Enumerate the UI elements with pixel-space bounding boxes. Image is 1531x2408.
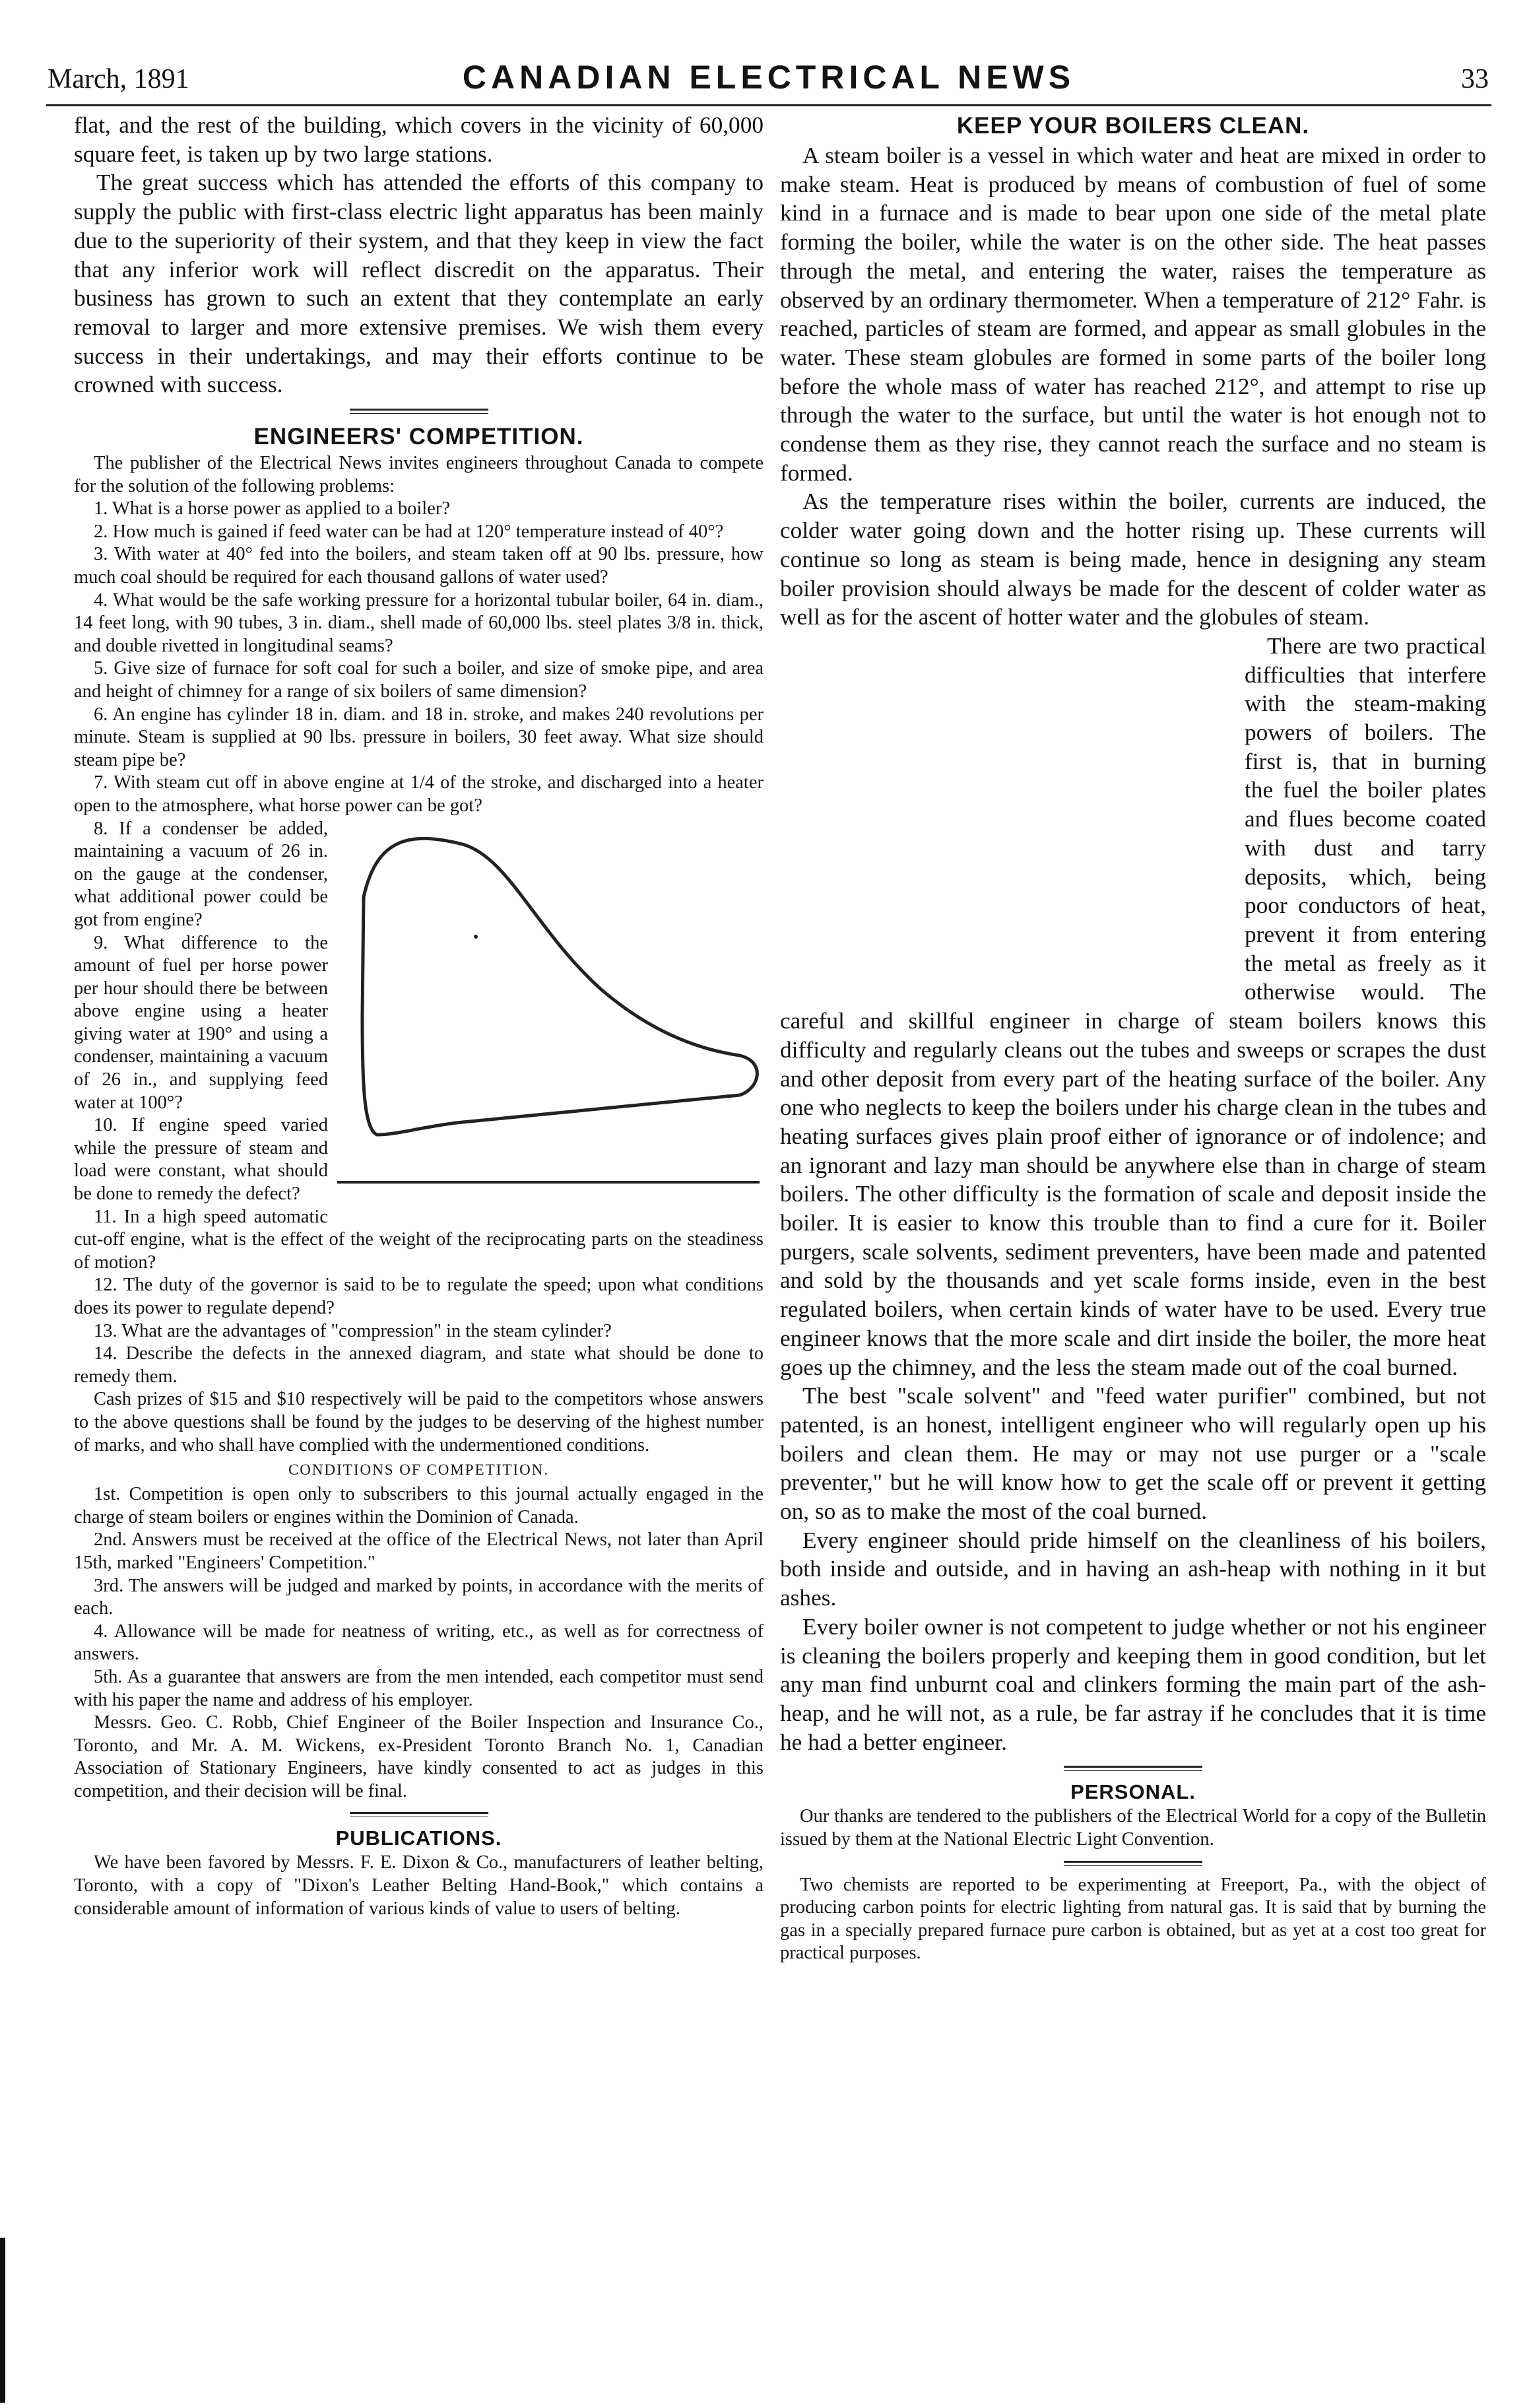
- question-14: 14. Describe the defects in the annexed diagram, and state what should be done to remedy them.: [74, 1343, 764, 1387]
- newspaper-page: [46, 46, 1491, 2396]
- question-2: 2. How much is gained if feed water can be had at 120° temperature instead of 40°?: [94, 521, 724, 542]
- question-4: 4. What would be the safe working pressure for a horizontal tubular boiler, 64 in. diam., 14 feet long, with 90 tubes, 3 in. diam., shell made of 60,000 lbs. steel plates 3/8 in. thick, and double rivetted in longitudinal seams?: [74, 589, 764, 656]
- question-1: 1. What is a horse power as applied to a boiler?: [94, 498, 451, 519]
- question-8: 8. If a condenser be added, maintaining a vacuum of 26 in. on the gauge at the condenser, what additional power could be got from engine?: [74, 818, 328, 930]
- page-number: 33: [1461, 64, 1489, 94]
- keep-boilers-clean-heading: KEEP YOUR BOILERS CLEAN.: [956, 113, 1310, 139]
- issue-date: March, 1891: [48, 64, 189, 94]
- boilers-paragraph-1: A steam boiler is a vessel in which water and heat are mixed in order to make steam. Heat is produced by means of combustion of fuel of some kind in a furnace and is made to bear upon one side of the metal plate forming the boiler, while the water is on the other side. The heat passes through the metal, and entering the water, raises the temperature as observed by an ordinary thermometer. When a temperature of 212° Fahr. is reached, particles of steam are formed, and appear as small globules in the water. These steam globules are formed in some parts of the boiler long before the whole mass of water has reached 212°, and attempt to rise up through the water to the surface, but until the water is hot enough not to condense them as they rise, they cannot reach the surface and no steam is formed.: [780, 143, 1486, 486]
- diagram-spillover-space: [780, 632, 1235, 1001]
- question-11: 11. In a high speed automatic cut-off engine, what is the effect of the weight of the reciprocating parts on the steadiness of motion?: [74, 1206, 764, 1273]
- engineers-competition-heading: ENGINEERS' COMPETITION.: [253, 424, 584, 450]
- question-5: 5. Give size of furnace for soft coal for such a boiler, and size of smoke pipe, and area and height of chimney for a range of six boilers of same dimension?: [74, 658, 764, 702]
- section-divider: [1064, 1766, 1202, 1771]
- indicator-diagram-curve: [362, 838, 757, 1135]
- personal-heading: PERSONAL.: [1070, 1780, 1196, 1804]
- publications-heading: PUBLICATIONS.: [335, 1826, 502, 1850]
- diagram-dot: [474, 935, 478, 939]
- cash-prizes-paragraph: Cash prizes of $15 and $10 respectively will be paid to the competitors whose answers to the above questions shall be found by the judges to be deserving of the highest number of marks, and who shall have complied with the undermentioned conditions.: [74, 1389, 764, 1455]
- indicator-diagram: [337, 818, 760, 1207]
- question-3: 3. With water at 40° fed into the boilers, and steam taken off at 90 lbs. pressure, how much coal should be required for each thousand gallons of water used?: [74, 544, 764, 587]
- boilers-paragraph-5: Every engineer should pride himself on the cleanliness of his boilers, both inside and outside, and in having an ash-heap with nothing in it but ashes.: [780, 1527, 1486, 1611]
- boilers-paragraph-4: The best "scale solvent" and "feed water purifier" combined, but not patented, is an honest, intelligent engineer who will regularly open up his boilers and clean them. He may or may not use purger or a "scale preventer," but he will know how to get the scale off or prevent it getting on, so as to make the most of the coal burned.: [780, 1383, 1486, 1525]
- condition-5: 5th. As a guarantee that answers are from the men intended, each competitor must send with his paper the name and address of his employer.: [74, 1666, 764, 1710]
- right-column: [780, 111, 1486, 1965]
- question-7: 7. With steam cut off in above engine at 1/4 of the stroke, and discharged into a heater open to the atmosphere, what horse power can be got?: [74, 772, 764, 816]
- judges-paragraph: Messrs. Geo. C. Robb, Chief Engineer of the Boiler Inspection and Insurance Co., Toronto, and Mr. A. M. Wickens, ex-President Toronto Branch No. 1, Canadian Association of Stationary Engineers, have kindly consented to act as judges in this competition, and their decision will be final.: [74, 1712, 764, 1801]
- conditions-heading: CONDITIONS OF COMPETITION.: [288, 1461, 550, 1479]
- condition-2: 2nd. Answers must be received at the office of the Electrical News, not later than April 15th, marked "Engineers' Competition.": [74, 1529, 764, 1573]
- section-divider: [1064, 1861, 1202, 1866]
- intro-paragraph-1: flat, and the rest of the building, which covers in the vicinity of 60,000 square feet, is taken up by two large stations.: [74, 112, 764, 167]
- condition-1: 1st. Competition is open only to subscribers to this journal actually engaged in the charge of steam boilers or engines within the Dominion of Canada.: [74, 1484, 764, 1527]
- page-header: [46, 58, 1491, 106]
- question-6: 6. An engine has cylinder 18 in. diam. and 18 in. stroke, and makes 240 revolutions per minute. Steam is supplied at 90 lbs. pressure in boilers, 30 feet away. What size should steam pipe be?: [74, 704, 764, 770]
- boilers-paragraph-2: As the temperature rises within the boiler, currents are induced, the colder water going down and the hotter rising up. These currents will continue so long as steam is being made, hence in designing any steam boiler provision should always be made for the descent of colder water as well as for the ascent of hotter water and the globules of steam.: [780, 488, 1486, 630]
- personal-paragraph-2: Two chemists are reported to be experimenting at Freeport, Pa., with the object of producing carbon points for electric lighting from natural gas. It is said that by burning the gas in a specially prepared furnace pure carbon is obtained, but as yet at a cost too great for practical purposes.: [780, 1874, 1486, 1964]
- boilers-paragraph-6: Every boiler owner is not competent to judge whether or not his engineer is cleaning the boilers properly and keeping them in good condition, but let any man find unburnt coal and clinkers forming the main part of the ash-heap, and he will not, as a rule, be far astray if he concludes that it is time he had a better engineer.: [780, 1613, 1486, 1755]
- intro-paragraph-2: The great success which has attended the efforts of this company to supply the public with first-class electric light apparatus has been mainly due to the superiority of their system, and that they keep in view the fact that any inferior work will reflect discredit on the apparatus. Their business has grown to such an extent that they contemplate an early removal to larger and more extensive premises. We wish them every success in their undertakings, and may their efforts continue to be crowned with success.: [74, 170, 764, 398]
- competition-intro: The publisher of the Electrical News invites engineers throughout Canada to compete for the solution of the following problems:: [74, 453, 764, 496]
- question-12: 12. The duty of the governor is said to be to regulate the speed; upon what conditions does its power to regulate depend?: [74, 1275, 764, 1318]
- question-9: 9. What difference to the amount of fuel per horse power per hour should there be between above engine using a heater giving water at 190° and using a condenser, maintaining a vacuum of 26 in., and supplying feed water at 100°?: [74, 932, 328, 1113]
- condition-4: 4. Allowance will be made for neatness of writing, etc., as well as for correctness of answers.: [74, 1621, 764, 1665]
- section-divider: [350, 409, 488, 414]
- binding-edge-mark: [0, 2238, 5, 2403]
- question-10: 10. If engine speed varied while the pressure of steam and load were constant, what should be done to remedy the defect?: [74, 1115, 328, 1205]
- publications-paragraph: We have been favored by Messrs. F. E. Dixon & Co., manufacturers of leather belting, Toronto, with a copy of "Dixon's Leather Belting Hand-Book," which contains a considerable amount of information of various kinds of value to users of belting.: [74, 1852, 764, 1919]
- condition-3: 3rd. The answers will be judged and marked by points, in accordance with the merits of each.: [74, 1575, 764, 1619]
- left-column: [74, 111, 764, 1920]
- section-divider: [350, 1812, 488, 1817]
- question-13: 13. What are the advantages of "compression" in the steam cylinder?: [94, 1320, 612, 1341]
- boilers-paragraph-3: There are two practical difficulties that interfere with the steam-making powers of boilers. The first is, that in burning the fuel the boiler plates and flues become coated with dust and tarry deposits, which, being poor conductors of heat, prevent it from entering the metal as freely as it otherwise would. The careful and skillful engineer in charge of steam boilers knows this difficulty and regularly cleans out the tubes and sweeps or scrapes the dust and other deposit from every part of the heating surface of the boiler. Any one who neglects to keep the boilers under his charge clean in the tubes and heating surfaces gives plain proof either of ignorance or of indolence; and an ignorant and lazy man should be anywhere else than in charge of steam boilers. The other difficulty is the formation of scale and deposit inside the boiler. It is easier to know this trouble than to find a cure for it. Boiler purgers, scale solvents, sediment preventers, have been made and patented and sold by the thousands and yet scale forms inside, even in the best regulated boilers, when certain kinds of water have to be used. Every true engineer knows that the more scale and dirt inside the boiler, the more heat goes up the chimney, and the less the steam made out of the coal burned.: [780, 632, 1486, 1380]
- personal-paragraph-1: Our thanks are tendered to the publishers of the Electrical World for a copy of the Bulletin issued by them at the National Electric Light Convention.: [780, 1806, 1486, 1850]
- masthead-title: CANADIAN ELECTRICAL NEWS: [462, 59, 1076, 96]
